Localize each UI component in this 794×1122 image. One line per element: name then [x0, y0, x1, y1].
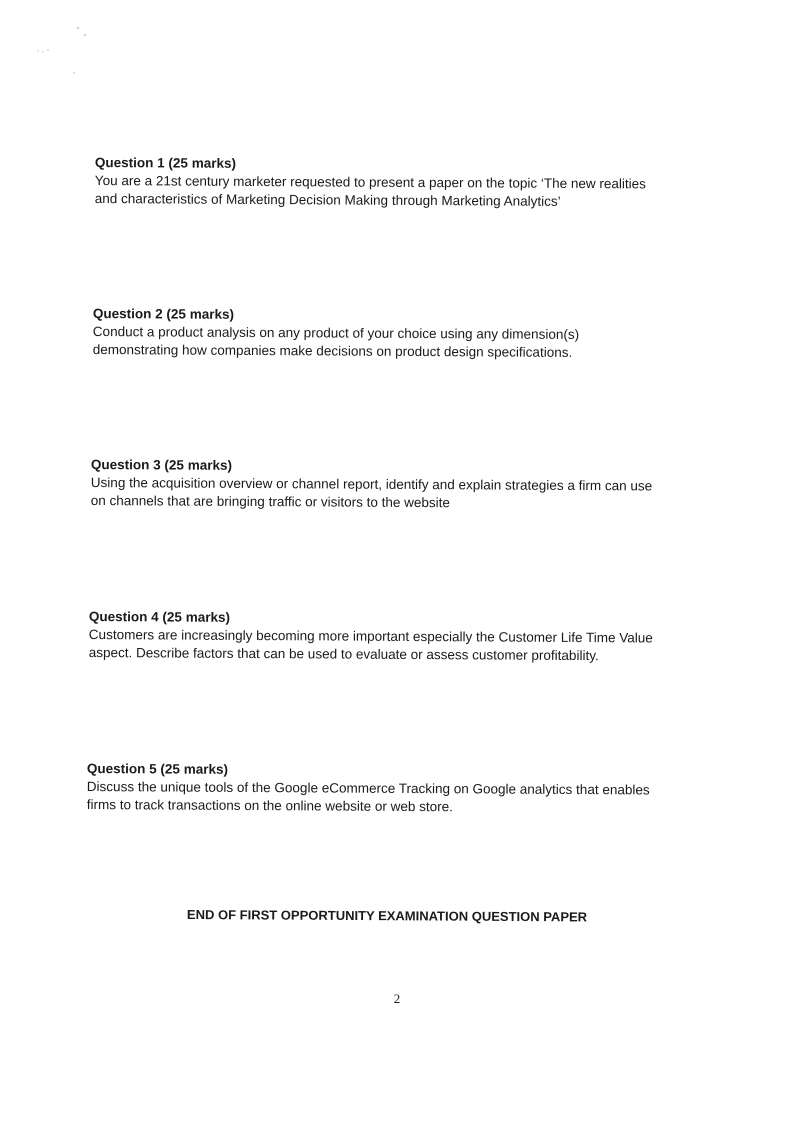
- question-text-line: You are a 21st century marketer requested to present a paper on the topic ‘The new realities: [94, 172, 646, 192]
- question-text-line: Conduct a product analysis on any product of your choice using any dimension(s): [92, 323, 580, 342]
- question-text-line: aspect. Describe factors that can be used to evaluate or assess customer profitability.: [88, 644, 599, 664]
- question-text-line: on channels that are bringing traffic or visitors to the website: [90, 492, 450, 511]
- question-text-line: firms to track transactions on the online website or web store.: [86, 796, 453, 815]
- question-text-line: Using the acquisition overview or channel report, identify and explain strategies a firm can use: [90, 474, 653, 494]
- question-text-line: and characteristics of Marketing Decision Making through Marketing Analytics’: [94, 190, 561, 209]
- question-heading: Question 4 (25 marks): [88, 609, 231, 625]
- question-5: [87, 760, 707, 818]
- question-1: [95, 154, 715, 212]
- question-text-line: demonstrating how companies make decisions on product design specifications.: [92, 341, 573, 360]
- question-heading: Question 3 (25 marks): [90, 456, 233, 473]
- question-heading: Question 5 (25 marks): [86, 761, 229, 777]
- question-heading: Question 1 (25 marks): [94, 154, 237, 171]
- end-of-paper-notice: END OF FIRST OPPORTUNITY EXAMINATION QUESTION PAPER: [186, 907, 588, 925]
- question-3: [91, 456, 721, 514]
- page-number: 2: [393, 991, 401, 1006]
- question-text-line: Customers are increasingly becoming more important especially the Customer Life Time Value: [88, 626, 653, 646]
- question-heading: Question 2 (25 marks): [92, 305, 235, 322]
- question-4: [89, 608, 709, 666]
- scan-specks: [30, 25, 110, 85]
- question-2: [93, 305, 713, 363]
- question-text-line: Discuss the unique tools of the Google eCommerce Tracking on Google analytics that enables: [86, 778, 650, 798]
